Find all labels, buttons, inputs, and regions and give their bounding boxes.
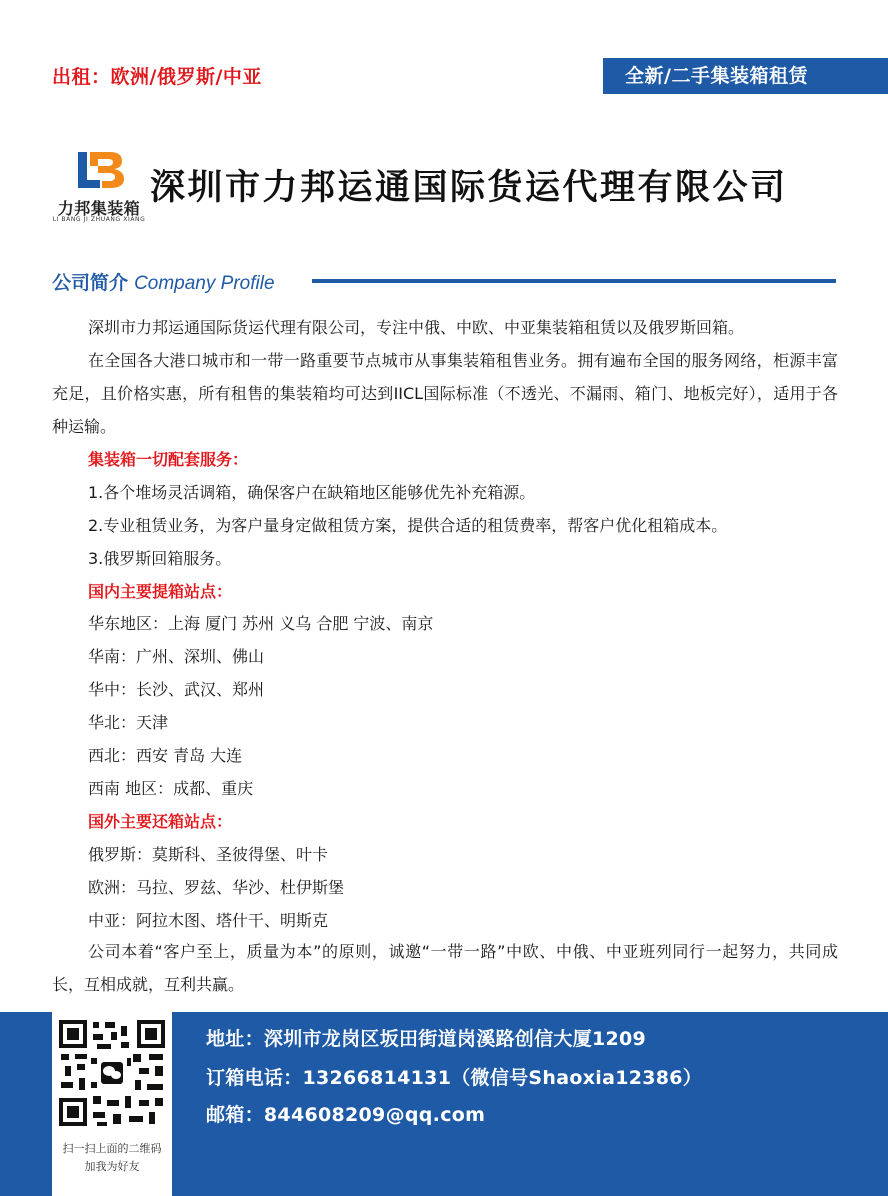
footer-address: 地址：深圳市龙岗区坂田街道岗溪路创信大厦1209 xyxy=(206,1028,647,1050)
section-title-cn: 公司简介 xyxy=(52,272,129,294)
rental-regions-label: 出租：欧洲/俄罗斯/中亚 xyxy=(52,66,262,88)
service-item: 1.各个堆场灵活调箱，确保客户在缺箱地区能够优先补充箱源。 xyxy=(88,483,536,502)
intro-paragraph-1: 深圳市力邦运通国际货运代理有限公司，专注中俄、中欧、中亚集装箱租赁以及俄罗斯回箱。 xyxy=(88,318,745,337)
services-heading: 集装箱一切配套服务： xyxy=(88,450,249,469)
domestic-station: 西北：西安 青岛 大连 xyxy=(88,746,243,765)
qr-code-icon xyxy=(57,1018,167,1128)
service-item: 2.专业租赁业务，为客户量身定做租赁方案，提供合适的租赁费率，帮客户优化租箱成本。 xyxy=(88,516,728,535)
lb-logo-icon xyxy=(52,148,146,196)
footer-email: 邮箱：844608209@qq.com xyxy=(206,1104,486,1126)
service-item: 3.俄罗斯回箱服务。 xyxy=(88,549,232,568)
domestic-station: 华北：天津 xyxy=(88,713,169,732)
header-banner: 全新/二手集装箱租赁 xyxy=(603,58,888,94)
domestic-station: 西南 地区：成都、重庆 xyxy=(88,779,254,798)
intro-paragraph-2: 在全国各大港口城市和一带一路重要节点城市从事集装箱租售业务。拥有遍布全国的服务网络，柜源丰富充足，且价格实惠，所有租售的集装箱均可达到IICL国际标准（不透光、不漏雨、箱门、地板完好），适用于各种运输。 xyxy=(52,351,838,436)
company-name: 深圳市力邦运通国际货运代理有限公司 xyxy=(150,168,788,208)
overseas-station: 俄罗斯：莫斯科、圣彼得堡、叶卡 xyxy=(88,845,329,864)
domestic-station: 华中：长沙、武汉、郑州 xyxy=(88,680,265,699)
logo-pinyin-text: LI BANG JI ZHUANG XIANG xyxy=(52,216,146,223)
overseas-stations-heading: 国外主要还箱站点： xyxy=(88,812,233,831)
overseas-station: 欧洲：马拉、罗兹、华沙、杜伊斯堡 xyxy=(88,878,345,897)
footer-phone: 订箱电话：13266814131（微信号Shaoxia12386） xyxy=(206,1067,703,1089)
section-title-en: Company Profile xyxy=(134,273,275,294)
qr-caption-scan: 扫一扫上面的二维码 xyxy=(62,1142,162,1155)
company-logo xyxy=(52,148,146,234)
domestic-station: 华南：广州、深圳、佛山 xyxy=(88,647,265,666)
qr-code-panel xyxy=(52,1012,172,1196)
logo-chinese-text: 力邦集装箱 xyxy=(57,199,141,218)
section-divider xyxy=(312,279,836,283)
domestic-stations-heading: 国内主要提箱站点： xyxy=(88,582,233,601)
section-title xyxy=(52,268,275,295)
overseas-station: 中亚：阿拉木图、塔什干、明斯克 xyxy=(88,911,329,930)
closing-paragraph: 公司本着“客户至上，质量为本”的原则，诚邀“一带一路”中欧、中俄、中亚班列同行一起努力，共同成长，互相成就，互利共赢。 xyxy=(52,942,838,994)
domestic-station: 华东地区：上海 厦门 苏州 义乌 合肥 宁波、南京 xyxy=(88,614,434,633)
qr-caption-add-friend: 加我为好友 xyxy=(84,1160,140,1173)
